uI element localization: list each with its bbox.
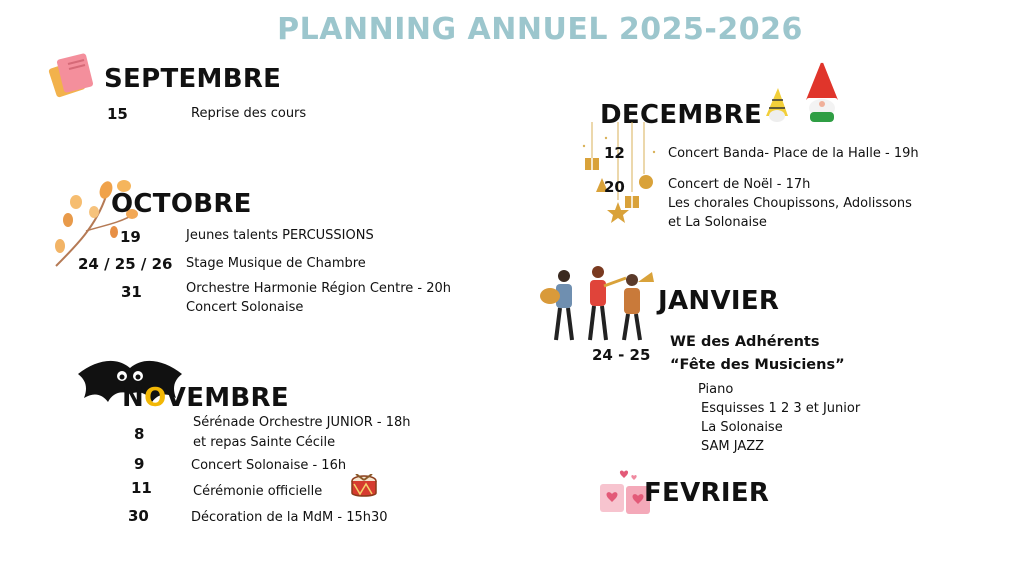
month-octobre: OCTOBRE	[111, 189, 252, 219]
day-number: 24 - 25	[592, 346, 651, 364]
day-number: 20	[604, 178, 625, 196]
event-text: Sérénade Orchestre JUNIOR - 18h	[193, 415, 411, 430]
event-text: Concert Solonaise	[186, 300, 304, 315]
event-detail: Piano	[698, 382, 734, 397]
month-septembre: SEPTEMBRE	[104, 64, 282, 94]
hanging-ornaments-icon	[578, 122, 660, 232]
event-text: et repas Sainte Cécile	[193, 435, 336, 450]
event-text: Décoration de la MdM - 15h30	[191, 510, 388, 525]
event-text: Cérémonie officielle	[193, 484, 323, 499]
page-title: PLANNING ANNUEL 2025-2026	[277, 12, 803, 47]
event-text: Concert de Noël - 17h	[668, 177, 811, 192]
event-detail: La Solonaise	[701, 420, 783, 435]
event-detail: Esquisses 1 2 3 et Junior	[701, 401, 861, 416]
day-number: 9	[134, 455, 145, 473]
event-text: Reprise des cours	[191, 106, 307, 121]
day-number: 8	[134, 425, 145, 443]
musicians-icon	[538, 264, 656, 342]
day-number: 12	[604, 144, 625, 162]
event-text: Les chorales Choupissons, Adolissons	[668, 196, 912, 211]
event-text: Jeunes talents PERCUSSIONS	[186, 228, 374, 243]
day-number: 11	[131, 479, 152, 497]
day-number: 19	[120, 228, 141, 246]
event-text: Concert Solonaise - 16h	[191, 458, 347, 473]
day-number: 30	[128, 507, 149, 525]
event-text: et La Solonaise	[668, 215, 767, 230]
day-number: 24 / 25 / 26	[78, 255, 173, 273]
day-number: 15	[107, 105, 128, 123]
month-letter-accent: O	[144, 383, 166, 413]
event-headline: “Fête des Musiciens”	[670, 357, 845, 373]
event-text: Orchestre Harmonie Région Centre - 20h	[186, 281, 452, 296]
month-novembre	[122, 383, 289, 413]
month-decembre: DECEMBRE	[600, 100, 763, 130]
event-text: Stage Musique de Chambre	[186, 256, 366, 271]
day-number: 31	[121, 283, 142, 301]
event-headline: WE des Adhérents	[670, 334, 820, 350]
drum-icon	[350, 474, 378, 500]
month-fevrier: FEVRIER	[644, 478, 770, 508]
event-detail: SAM JAZZ	[701, 439, 765, 454]
gnome-icon	[762, 58, 844, 124]
month-janvier: JANVIER	[658, 286, 780, 316]
books-icon	[48, 50, 96, 100]
month-rest: VEMBRE	[165, 383, 289, 413]
month-letter: N	[122, 383, 145, 413]
event-text: Concert Banda- Place de la Halle - 19h	[668, 146, 919, 161]
